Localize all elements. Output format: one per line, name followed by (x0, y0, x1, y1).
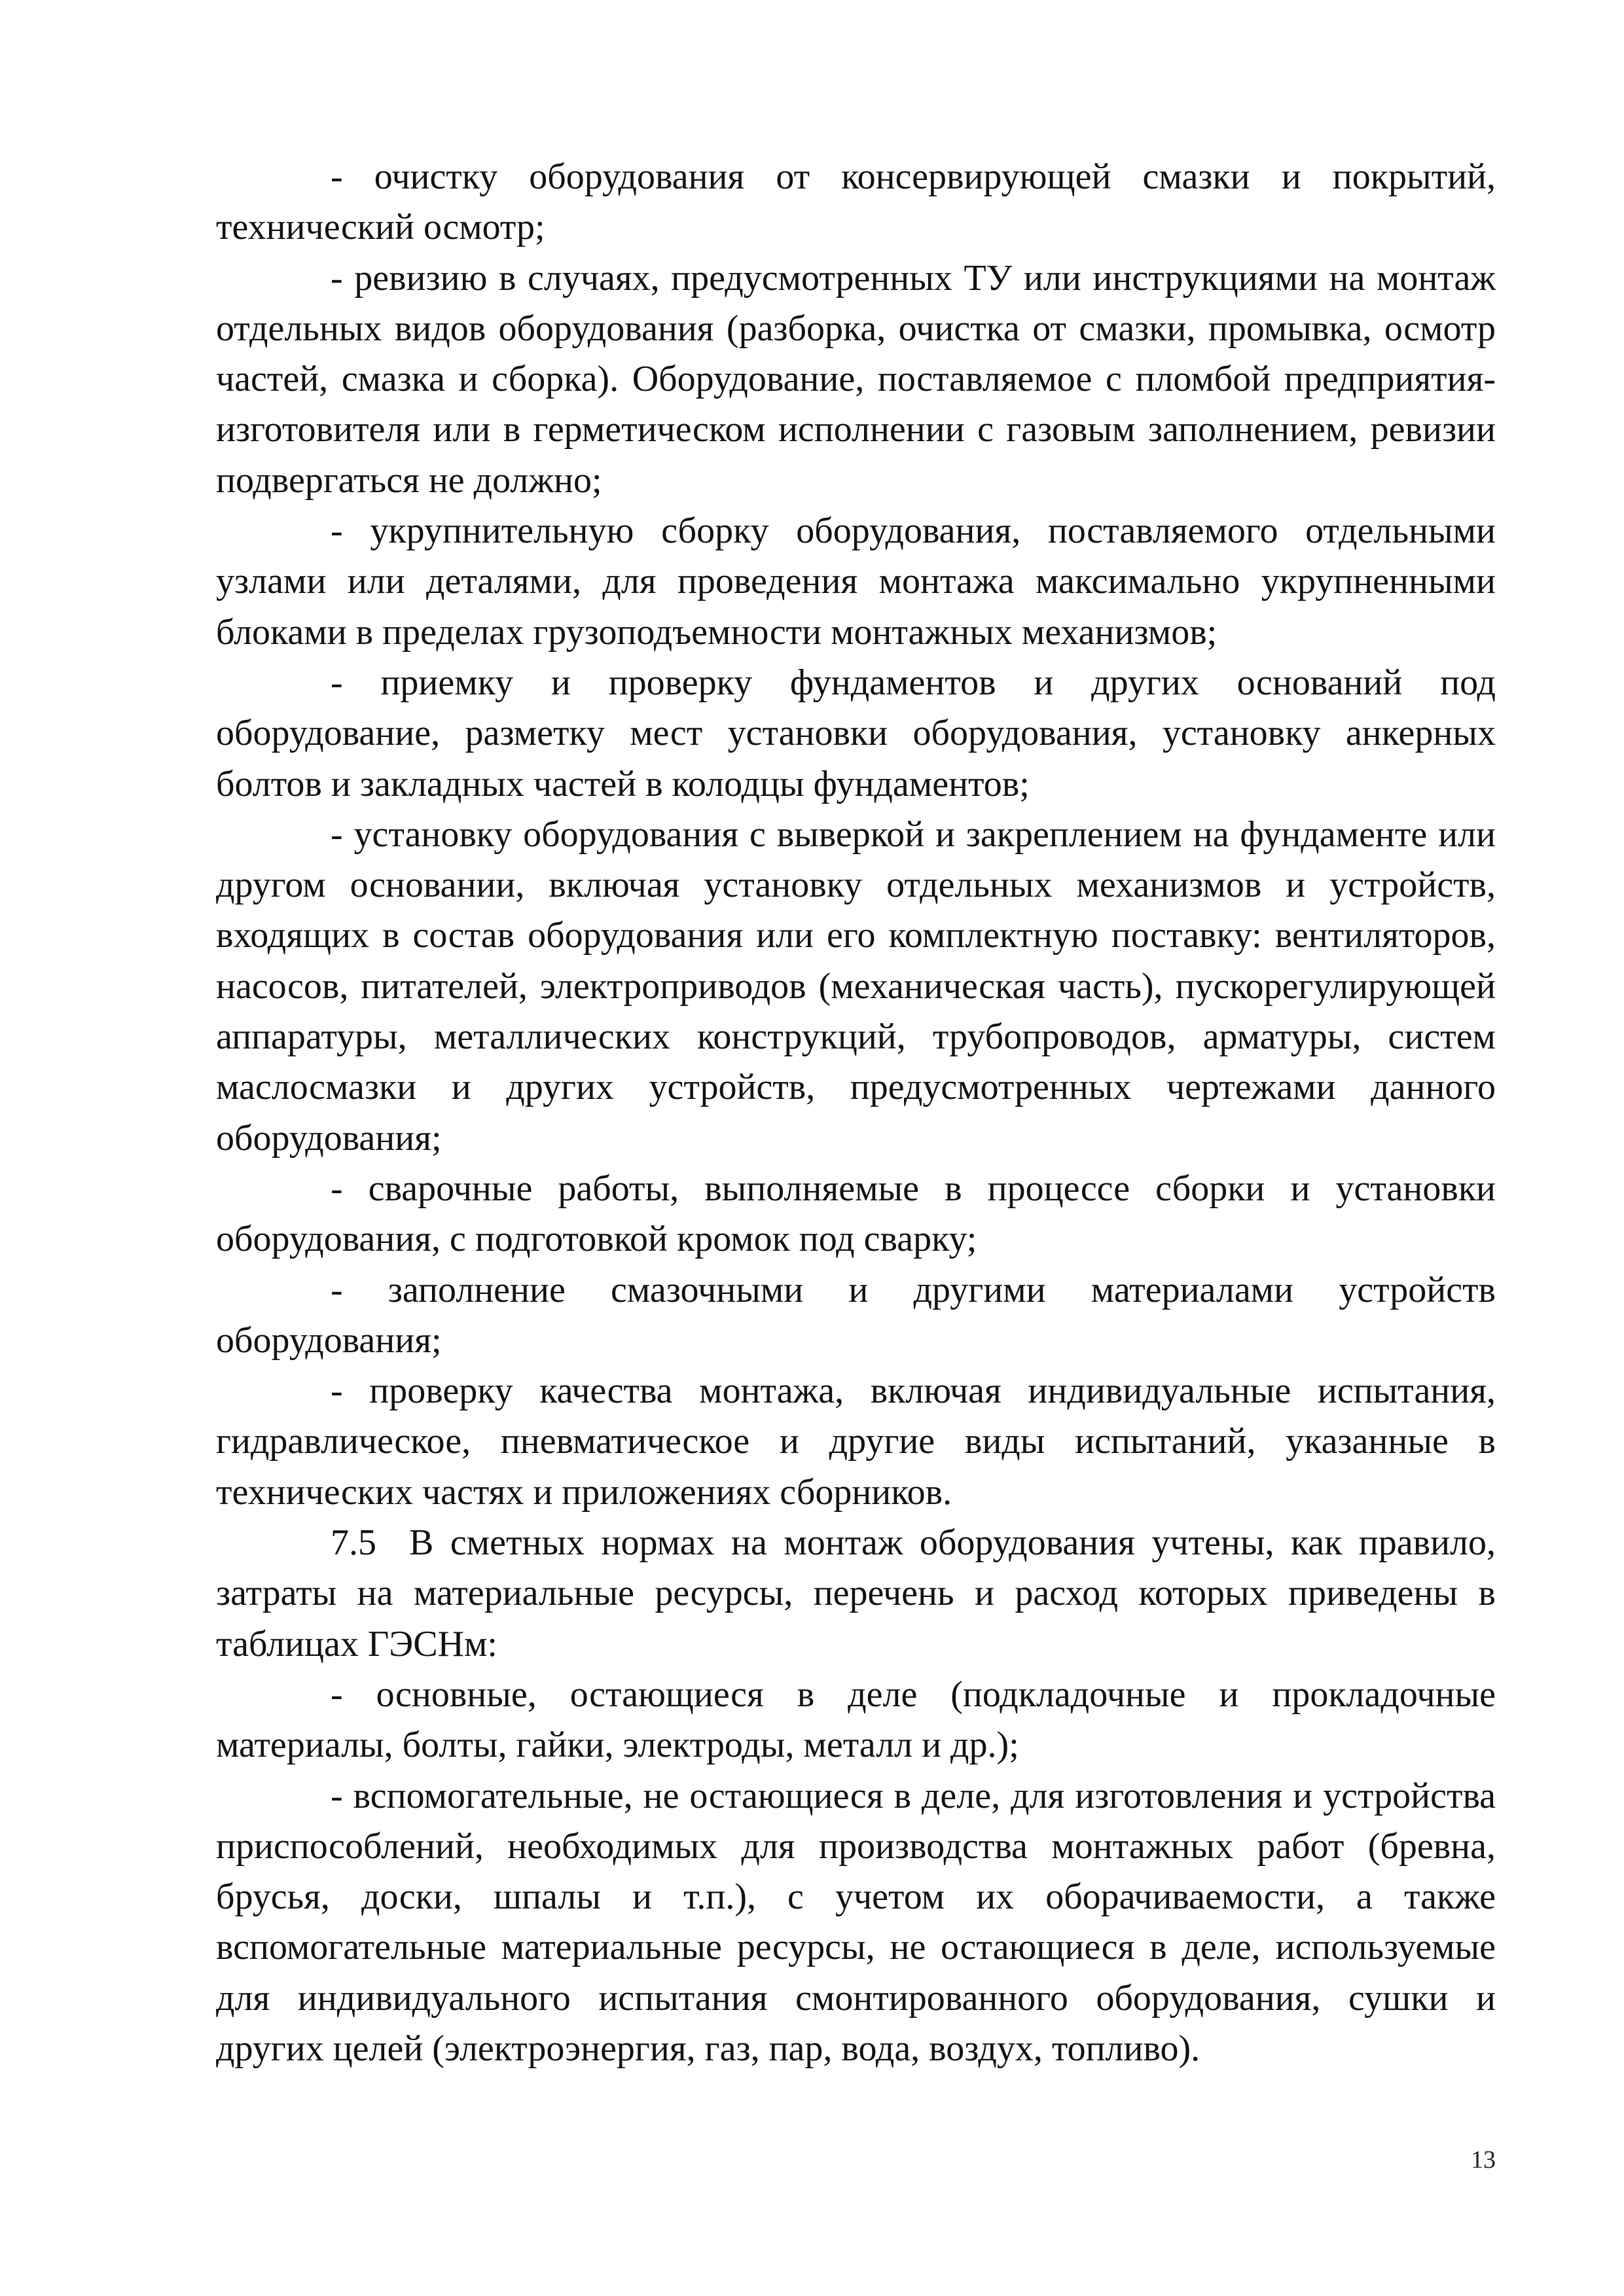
paragraph-foundations: - приемку и проверку фундаментов и других оснований под оборудование, разметку мест установки оборудования, установку анкерных болтов и закладных частей в колодцы фундаментов; (216, 662, 1496, 804)
paragraph-quality-check: - проверку качества монтажа, включая индивидуальные испытания, гидравлическое, пневматическое и другие виды испытаний, указанные в технических частях и приложениях сборников. (216, 1371, 1496, 1513)
paragraph-assembly: - укрупнительную сборку оборудования, поставляемого отдельными узлами или деталями, для проведения монтажа максимально укрупненными блоками в пределах грузоподъемности монтажных механизмов; (216, 511, 1496, 653)
paragraph-installation: - установку оборудования с выверкой и закреплением на фундаменте или другом основании, включая установку отдельных механизмов и устройств, входящих в состав оборудования или его комплектную поставку: вентиляторов, насосов, питателей, электроприводов (механическая часть), пускорегулирующей аппаратуры, металлических конструкций, трубопроводов, арматуры, систем маслосмазки и других устройств, предусмотренных чертежами данного оборудования; (216, 814, 1496, 1158)
paragraph-lubrication: - заполнение смазочными и другими материалами устройств оборудования; (216, 1269, 1496, 1361)
page-number: 13 (1471, 2146, 1496, 2174)
section-text: В сметных нормах на монтаж оборудования учтены, как правило, затраты на материальные ресурсы, перечень и расход которых приведены в таблицах ГЭСНм: (216, 1522, 1496, 1664)
paragraph-welding: - сварочные работы, выполняемые в процессе сборки и установки оборудования, с подготовкой кромок под сварку; (216, 1168, 1496, 1260)
section-number: 7.5 (331, 1522, 376, 1564)
section-7-5 (216, 1518, 1496, 1670)
paragraph-auxiliary-materials: - вспомогательные, не остающиеся в деле, для изготовления и устройства приспособлений, необходимых для производства монтажных работ (бревна, брусья, доски, шпалы и т.п.), с учетом их оборачиваемости, а также вспомогательные материальные ресурсы, не остающиеся в деле, используемые для индивидуального испытания смонтированного оборудования, сушки и других целей (электроэнергия, газ, пар, вода, воздух, топливо). (216, 1775, 1496, 2069)
paragraph-main-materials: - основные, остающиеся в деле (подкладочные и прокладочные материалы, болты, гайки, электроды, металл и др.); (216, 1674, 1496, 1766)
paragraph-cleaning: - очистку оборудования от консервирующей смазки и покрытий, технический осмотр; (216, 156, 1496, 248)
paragraph-revision: - ревизию в случаях, предусмотренных ТУ или инструкциями на монтаж отдельных видов оборудования (разборка, очистка от смазки, промывка, осмотр частей, смазка и сборка). Оборудование, поставляемое с пломбой предприятия-изготовителя или в герметическом исполнении с газовым заполнением, ревизии подвергаться не должно; (216, 257, 1496, 501)
document-body (216, 152, 1496, 2074)
